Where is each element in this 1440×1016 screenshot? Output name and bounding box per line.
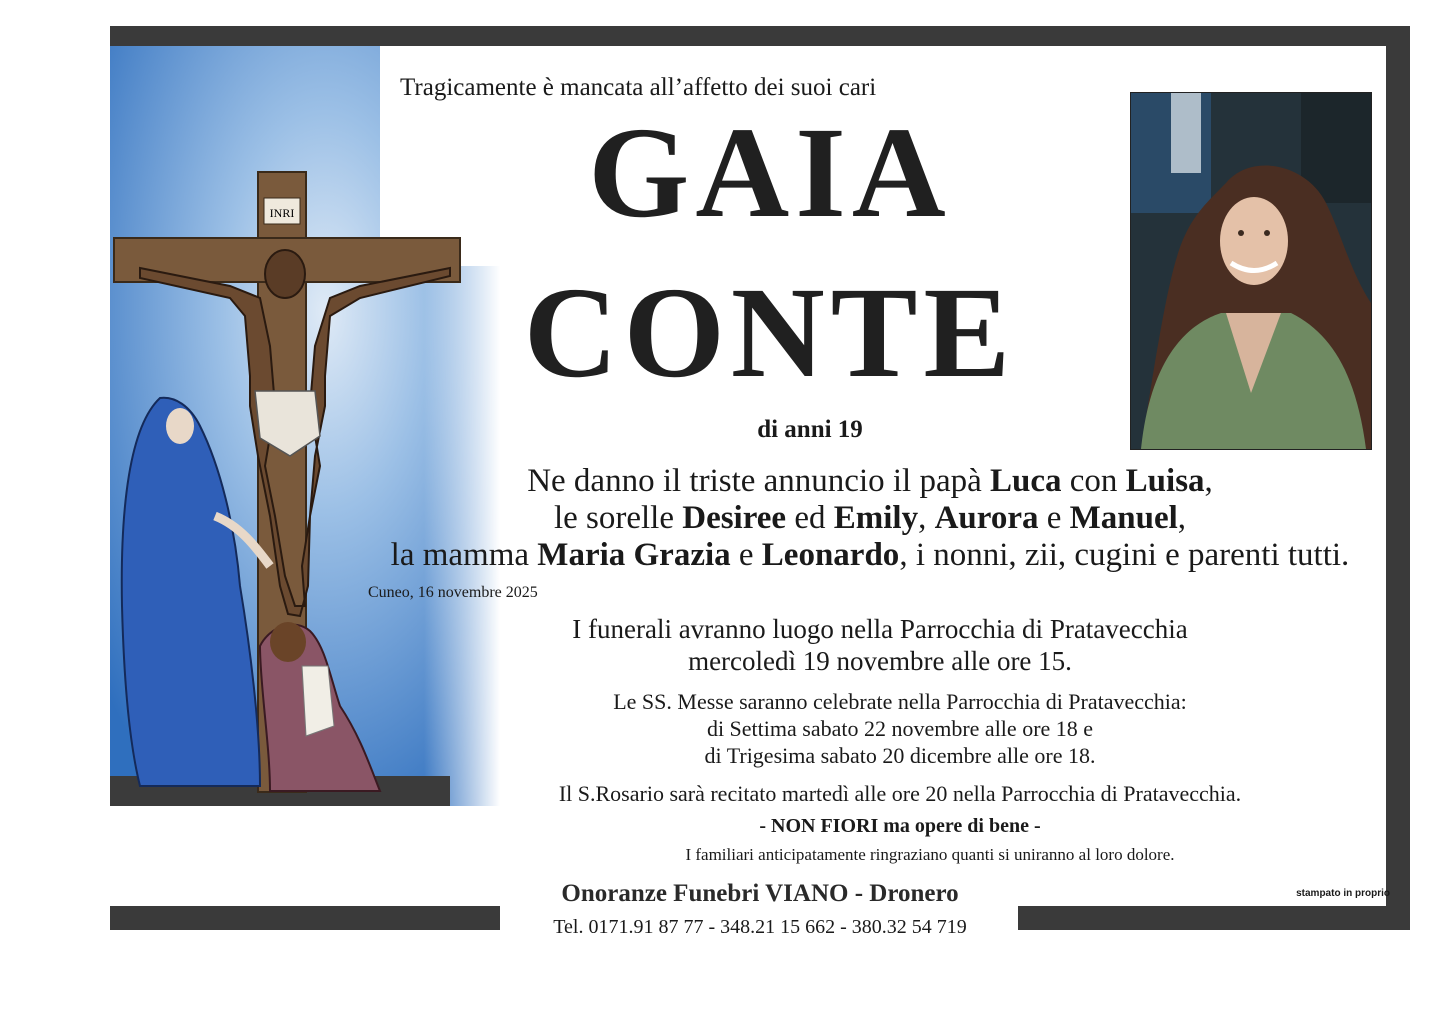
relative-name: Manuel (1069, 500, 1178, 536)
announce-text: con (1061, 463, 1126, 499)
last-name: CONTE (523, 261, 1017, 405)
cross-sign: INRI (269, 206, 295, 220)
announce-text: , (1177, 500, 1187, 536)
announce-text: ed (786, 500, 834, 536)
agency-phone: Tel. 0171.91 87 77 - 348.21 15 662 - 380.32 54 719 (553, 916, 967, 938)
announce-text: , (1204, 463, 1213, 499)
relative-name: Leonardo (761, 537, 900, 573)
rosary-line: Il S.Rosario sarà recitato martedì alle ore 20 nella Parrocchia di Pratavecchia. (558, 781, 1242, 806)
thanks-line: I familiari anticipatamente ringraziano quanti si uniranno al loro dolore. (685, 845, 1175, 864)
portrait-image (1131, 93, 1371, 449)
announce-text: e (1038, 500, 1070, 536)
relative-name: Maria Grazia (537, 537, 731, 573)
announce-text: e (730, 537, 762, 573)
announce-text: la mamma (390, 537, 538, 573)
border-bottom-left (110, 906, 500, 930)
printed-note: stampato in proprio (1296, 888, 1390, 899)
announce-line-2 (340, 500, 1400, 537)
border-bottom-right (1018, 906, 1410, 930)
portrait-photo (1130, 92, 1372, 450)
announce-text: Ne danno il triste annuncio il papà (527, 463, 990, 499)
relative-name: Luca (990, 463, 1062, 499)
announce-text: , i nonni, zii, cugini e parenti tutti. (899, 537, 1350, 573)
first-name: GAIA (588, 101, 952, 245)
age-line: di anni 19 (757, 416, 863, 443)
funeral-line-2: mercoledì 19 novembre alle ore 15. (688, 646, 1072, 676)
funeral-line-1: I funerali avranno luogo nella Parrocchia di Pratavecchia (572, 614, 1188, 644)
announce-line-1 (340, 463, 1400, 500)
relative-name: Emily (833, 500, 919, 536)
intro-line: Tragicamente è mancata all’affetto dei suoi cari (400, 74, 877, 101)
relative-name: Aurora (934, 500, 1039, 536)
relative-name: Luisa (1125, 463, 1205, 499)
announce-line-3 (340, 537, 1400, 574)
dateline: Cuneo, 16 novembre 2025 (368, 584, 538, 601)
masses-line-2: di Settima sabato 22 novembre alle ore 18 e (706, 716, 1094, 741)
announce-text: le sorelle (553, 500, 683, 536)
no-flowers-line: - NON FIORI ma opere di bene - (759, 815, 1041, 837)
funeral-agency: Onoranze Funebri VIANO - Dronero (561, 880, 959, 907)
masses-line-3: di Trigesima sabato 20 dicembre alle ore 18. (704, 743, 1096, 768)
border-top (110, 26, 1410, 46)
announce-text: , (918, 500, 935, 536)
relative-name: Desiree (682, 500, 787, 536)
masses-line-1: Le SS. Messe saranno celebrate nella Parrocchia di Pratavecchia: (613, 689, 1187, 714)
